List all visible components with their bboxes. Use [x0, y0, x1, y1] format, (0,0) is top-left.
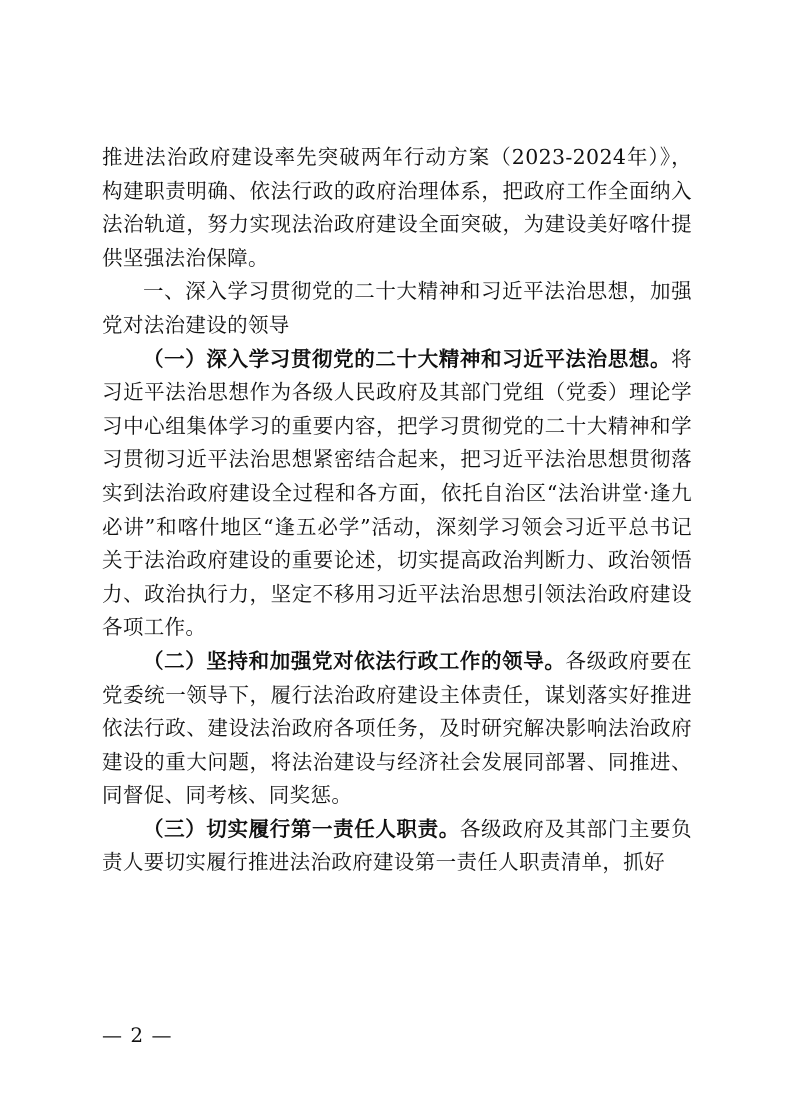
- section-heading-1: [102, 275, 692, 342]
- paragraph-item-3: [102, 813, 692, 880]
- item-1-heading: （一）深入学习贯彻党的二十大精神和习近平法治思想。: [143, 346, 672, 371]
- paragraph-intro: [102, 141, 692, 275]
- paragraph-item-2: [102, 645, 692, 813]
- item-1-text: 将习近平法治思想作为各级人民政府及其部门党组（党委）理论学习中心组集体学习的重要内容，把学习贯彻党的二十大精神和学习贯彻习近平法治思想紧密结合起来，把习近平法治思想贯彻落实到法治政府建设全过程和各方面，依托自治区“法治讲堂·逢九必讲”和喀什地区“逢五必学”活动，深刻学习领会习近平总书记关于法治政府建设的重要论述，切实提高政治判断力、政治领悟力、政治执行力，坚定不移用习近平法治思想引领法治政府建设各项工作。: [102, 346, 692, 640]
- section-heading-1-text: 一、深入学习贯彻党的二十大精神和习近平法治思想，加强党对法治建设的领导: [102, 279, 692, 337]
- item-3-text: 各级政府及其部门主要负责人要切实履行推进法治政府建设第一责任人职责清单，抓好: [102, 816, 692, 875]
- item-2-heading: （二）坚持和加强党对依法行政工作的领导。: [143, 648, 566, 673]
- document-body: [102, 141, 692, 880]
- page-number: — 2 —: [102, 1023, 173, 1047]
- paragraph-intro-text: 推进法治政府建设率先突破两年行动方案（2023-2024年）》，构建职责明确、依法行政的政府治理体系，把政府工作全面纳入法治轨道，努力实现法治政府建设全面突破，为建设美好喀什提供坚强法治保障。: [102, 145, 692, 270]
- item-2-text: 各级政府要在党委统一领导下，履行法治政府建设主体责任，谋划落实好推进依法行政、建设法治政府各项任务，及时研究解决影响法治政府建设的重大问题，将法治建设与经济社会发展同部署、同推进、同督促、同考核、同奖惩。: [102, 648, 692, 808]
- item-3-heading: （三）切实履行第一责任人职责。: [143, 816, 460, 841]
- paragraph-item-1: [102, 343, 692, 645]
